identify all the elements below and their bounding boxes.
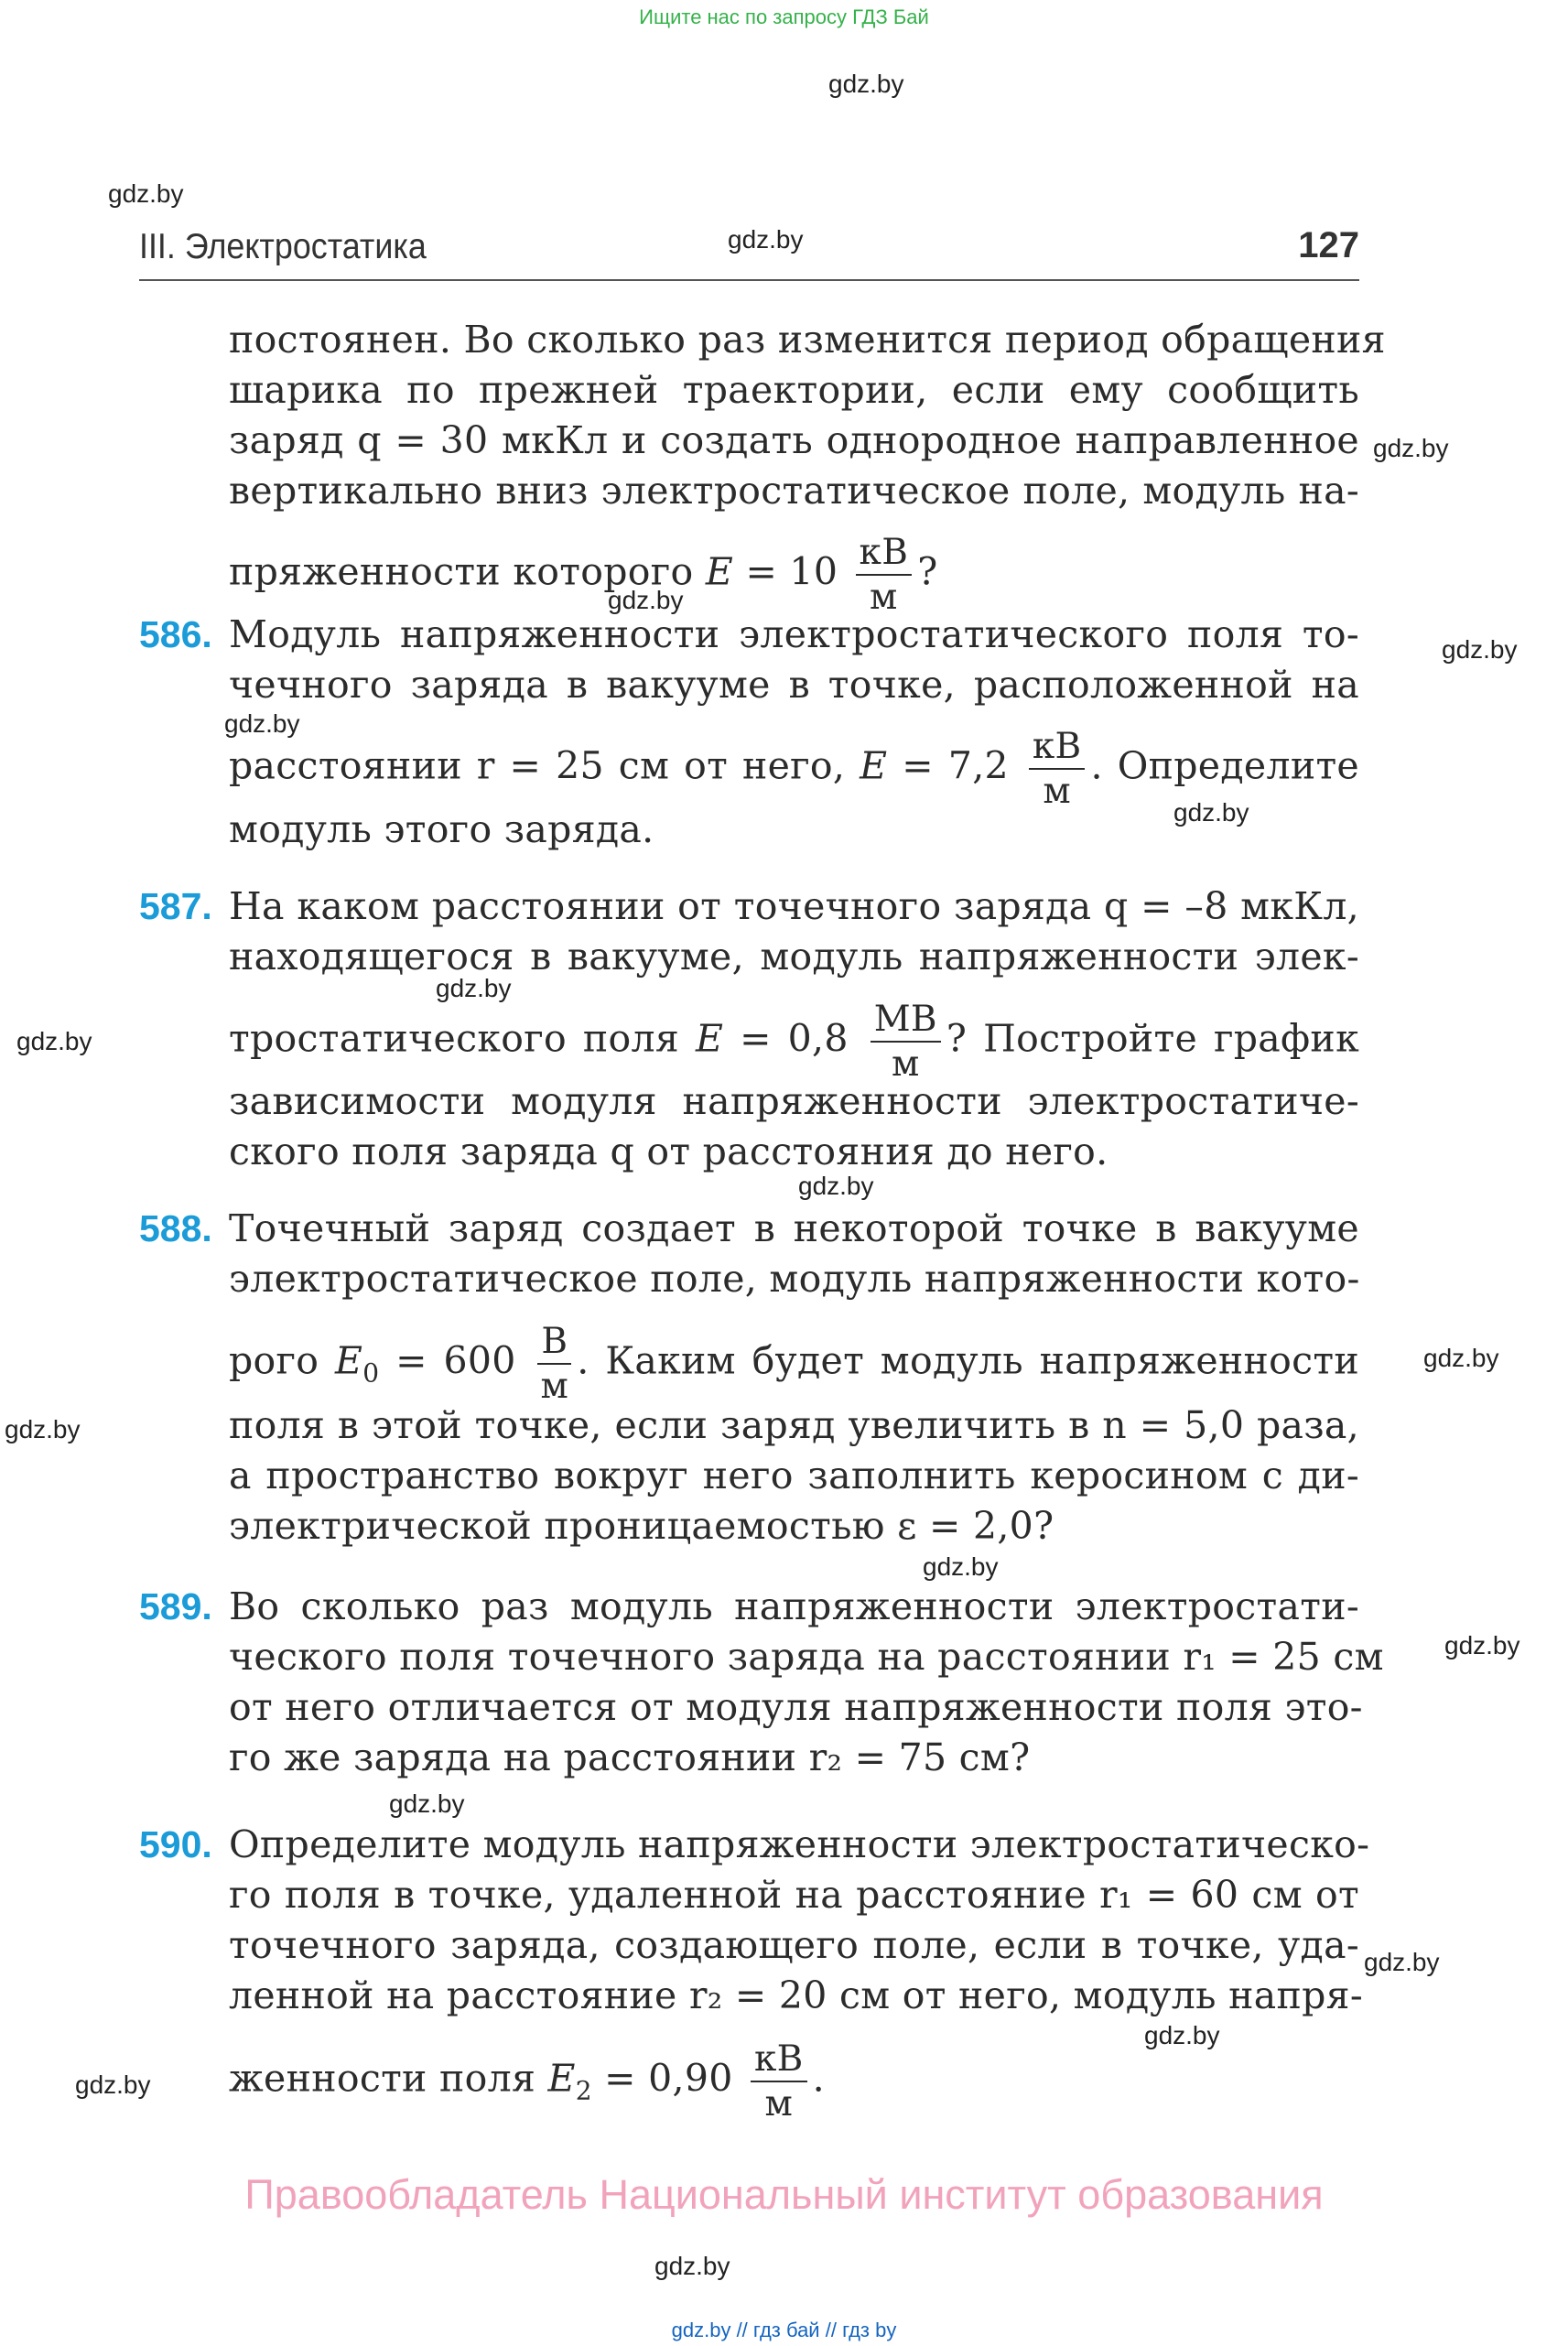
unit-fraction — [856, 532, 913, 618]
text-line: зависимости модуля напряженности электростатиче- — [229, 1079, 1359, 1123]
variable: E — [860, 743, 888, 788]
problem-number: 590. — [139, 1823, 212, 1865]
formula-line — [229, 2038, 1359, 2124]
footer-link-gdz-by-cyr[interactable]: гдз by — [842, 2319, 897, 2341]
text-line: Определите модуль напряженности электростатическо- — [229, 1822, 1370, 1866]
text-line: электрической проницаемостью ε = 2,0? — [229, 1504, 1054, 1548]
footer-separator: // — [819, 2319, 843, 2341]
text-fragment: пряженности которого — [229, 549, 706, 594]
problem-number: 586. — [139, 613, 212, 655]
text-line: Во сколько раз модуль напряженности электростати- — [229, 1584, 1359, 1628]
formula-line — [229, 999, 1359, 1085]
variable: E — [705, 549, 734, 594]
watermark: gdz.by — [1373, 434, 1449, 462]
watermark: gdz.by — [16, 1027, 92, 1055]
text-line: постоянен. Во сколько раз изменится период обращения — [229, 318, 1386, 362]
text-line: ческого поля точечного заряда на расстоянии r₁ = 25 см — [229, 1635, 1384, 1679]
watermark: gdz.by — [1444, 1631, 1520, 1659]
watermark: gdz.by — [1173, 798, 1249, 827]
unit-fraction — [751, 2038, 807, 2124]
watermark: gdz.by — [436, 974, 512, 1002]
watermark: gdz.by — [5, 1415, 81, 1443]
fraction-numerator: МВ — [871, 1001, 941, 1043]
value: = 7,2 — [887, 743, 1023, 788]
fraction-numerator: В — [537, 1324, 571, 1365]
fraction-numerator: кВ — [1029, 729, 1086, 770]
text-line: а пространство вокруг него заполнить керосином с ди- — [229, 1454, 1359, 1497]
text-line: Модуль напряженности электростатического поля то- — [229, 612, 1359, 656]
text-line: модуль этого заряда. — [229, 807, 654, 851]
text-fragment: . — [812, 2056, 825, 2101]
watermark: gdz.by — [224, 709, 300, 738]
unit-fraction — [1029, 726, 1086, 812]
formula-line — [229, 532, 1359, 618]
value: = 600 — [379, 1338, 533, 1383]
footer-link-gdz-bai[interactable]: гдз бай — [752, 2319, 820, 2341]
text-line: Точечный заряд создает в некоторой точке в вакууме — [229, 1206, 1359, 1250]
watermark: gdz.by — [1423, 1344, 1499, 1372]
problem-number: 588. — [139, 1207, 212, 1249]
fraction-denominator: м — [891, 1043, 920, 1085]
text-line: от него отличается от модуля напряженности поля это- — [229, 1685, 1363, 1729]
text-line: ского поля заряда q от расстояния до него. — [229, 1130, 1108, 1173]
watermark: gdz.by — [1364, 1948, 1440, 1976]
watermark: gdz.by — [1144, 2021, 1220, 2049]
watermark: gdz.by — [728, 225, 804, 254]
fraction-denominator: м — [540, 1366, 569, 1407]
text-line: го поля в точке, удаленной на расстояние r₁ = 60 см от — [229, 1873, 1359, 1917]
formula-line — [229, 726, 1359, 812]
unit-fraction — [537, 1321, 571, 1407]
watermark: gdz.by — [608, 586, 684, 614]
text-line: электростатическое поле, модуль напряженности кото- — [229, 1257, 1360, 1301]
text-fragment: женности поля — [229, 2056, 548, 2101]
text-line: чечного заряда в вакууме в точке, расположенной на — [229, 663, 1359, 707]
top-banner[interactable]: Ищите нас по запросу ГДЗ Бай — [639, 5, 929, 28]
text-fragment: . Определите — [1090, 743, 1359, 788]
unit-fraction — [871, 999, 941, 1085]
text-fragment: расстоянии r = 25 см от него, — [229, 743, 860, 788]
footer-separator: // — [730, 2319, 753, 2341]
text-fragment: рого — [229, 1338, 336, 1383]
fraction-denominator: м — [1043, 771, 1071, 812]
text-line: точечного заряда, создающего поле, если в точке, уда- — [229, 1923, 1359, 1967]
watermark: gdz.by — [798, 1172, 874, 1200]
rights-holder-notice: Правообладатель Национальный институт образования — [244, 2171, 1324, 2218]
watermark: gdz.by — [654, 2252, 730, 2280]
watermark: gdz.by — [75, 2070, 151, 2099]
text-fragment: ? Постройте график — [946, 1016, 1359, 1061]
text-line: находящегося в вакууме, модуль напряженности элек- — [229, 935, 1359, 978]
fraction-denominator: м — [870, 577, 898, 618]
value: = 10 — [733, 549, 850, 594]
fraction-numerator: кВ — [856, 535, 913, 576]
formula-line — [229, 1321, 1359, 1407]
text-line: вертикально вниз электростатическое поле, модуль на- — [229, 469, 1359, 513]
footer-links — [0, 2319, 1568, 2342]
value: = 0,8 — [723, 1016, 865, 1061]
problem-number: 589. — [139, 1585, 212, 1627]
variable: E — [695, 1016, 724, 1061]
variable: E — [547, 2056, 576, 2101]
text-fragment: ? — [917, 549, 938, 594]
watermark: gdz.by — [389, 1789, 465, 1818]
page-number: 127 — [1298, 225, 1359, 265]
watermark: gdz.by — [828, 70, 904, 98]
header-divider — [139, 279, 1359, 281]
fraction-denominator: м — [764, 2083, 794, 2124]
watermark: gdz.by — [108, 179, 184, 208]
text-fragment: . Каким будет модуль напряженности — [577, 1338, 1359, 1383]
text-line: го же заряда на расстоянии r₂ = 75 см? — [229, 1735, 1031, 1779]
problem-number: 587. — [139, 885, 212, 927]
subscript: 0 — [362, 1357, 380, 1389]
text-line: поля в этой точке, если заряд увеличить в n = 5,0 раза, — [229, 1403, 1359, 1447]
chapter-title: III. Электростатика — [139, 227, 427, 266]
text-line: На каком расстоянии от точечного заряда q = –8 мкКл, — [229, 884, 1359, 928]
text-line: заряд q = 30 мкКл и создать однородное направленное — [229, 418, 1359, 462]
footer-link-gdz-by[interactable]: gdz.by — [671, 2319, 731, 2341]
fraction-numerator: кВ — [751, 2041, 807, 2082]
text-line: шарика по прежней траектории, если ему сообщить — [229, 368, 1359, 412]
variable: E — [335, 1338, 363, 1383]
subscript: 2 — [575, 2075, 592, 2106]
watermark: gdz.by — [1442, 635, 1518, 664]
value: = 0,90 — [591, 2056, 745, 2101]
watermark: gdz.by — [923, 1552, 999, 1581]
text-fragment: тростатического поля — [229, 1016, 696, 1061]
text-line: ленной на расстояние r₂ = 20 см от него, модуль напря- — [229, 1973, 1363, 2017]
